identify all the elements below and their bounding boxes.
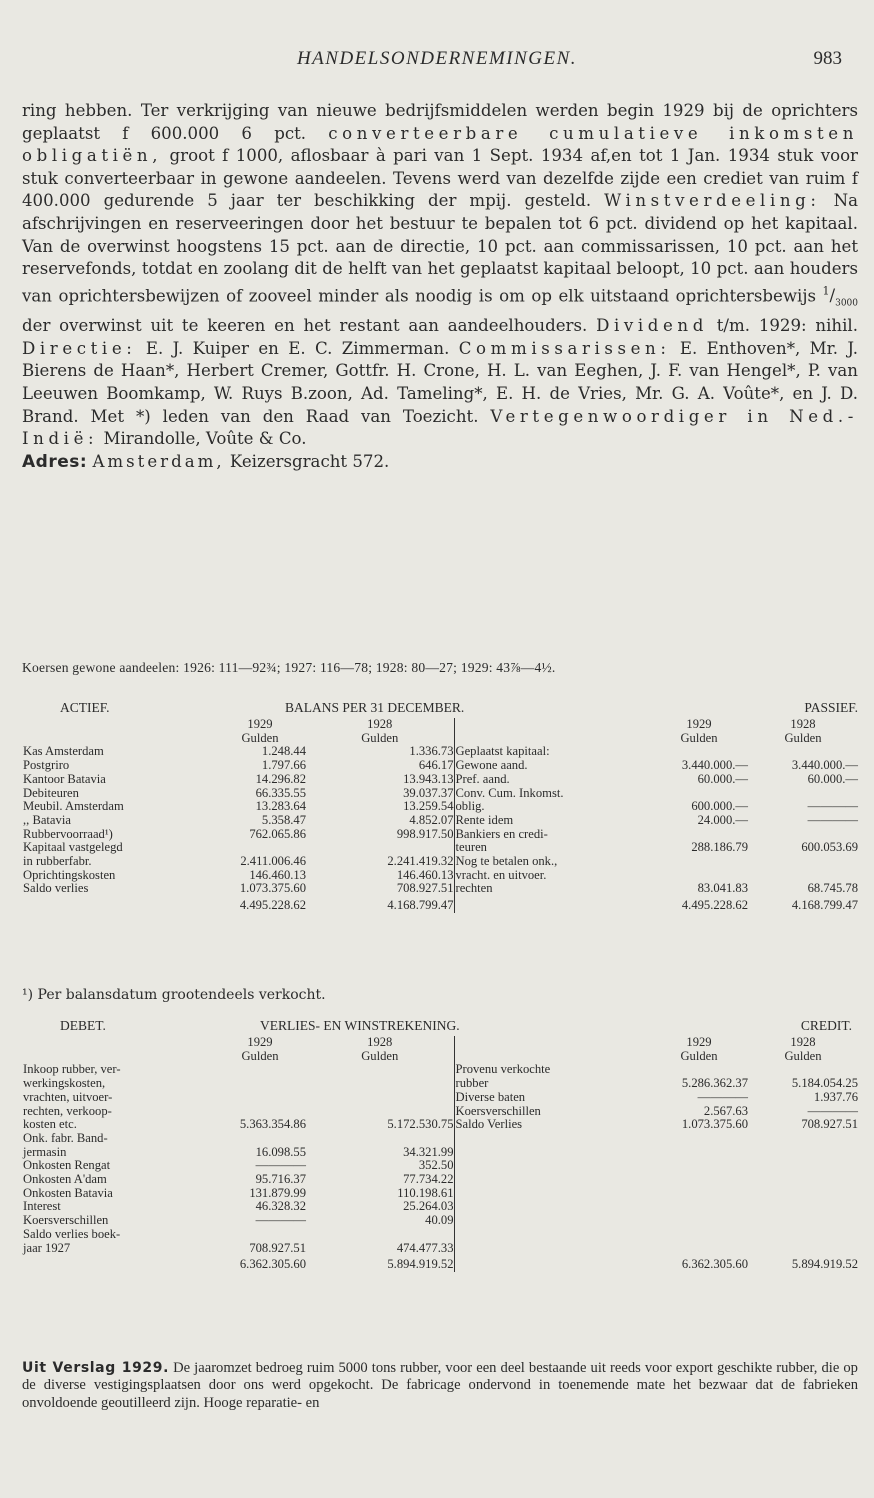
value-1929: 5.286.362.37 <box>681 1076 748 1091</box>
uit-verslag-text: De jaaromzet bedroeg ruim 5000 tons rubber, voor een deel bestaande uit reeds voor export geschikte rubber, die op de diverse vestigingsplaatsen door ons werd opgekocht. De fabricage ondervond in toenemende mate het bezwaar dat de fabrieken onvoldoende geoutilleerd zijn. Hooge reparatie- en <box>22 1360 858 1411</box>
header-blank <box>454 732 650 746</box>
total-1928: 5.894.919.52 <box>387 1257 454 1272</box>
header-row <box>22 732 858 746</box>
row-label: Onkosten Rengat <box>23 1158 111 1173</box>
table-row <box>22 773 858 787</box>
total-1929: 4.495.228.62 <box>239 898 306 913</box>
year-label: 1928 <box>790 717 816 731</box>
adres-label: Adres: <box>22 451 88 472</box>
value-1928 <box>306 1063 454 1077</box>
value-1929 <box>650 869 748 883</box>
value-1928: 600.053.69 <box>801 840 858 855</box>
row-label: Inkoop rubber, ver- <box>23 1062 121 1077</box>
table-row <box>22 1228 858 1242</box>
row-label: teuren <box>454 841 650 855</box>
passief-title: PASSIEF. <box>804 700 858 715</box>
empty-cell <box>454 1159 650 1173</box>
value-1928: 5.184.054.25 <box>791 1076 858 1091</box>
row-label: Geplaatst kapitaal: <box>454 745 650 759</box>
empty-cell <box>748 1173 858 1187</box>
value-1929: 600.000.— <box>691 799 748 814</box>
row-label: jermasin <box>23 1144 67 1159</box>
value-1929 <box>650 1063 748 1077</box>
empty-cell <box>748 1242 858 1256</box>
empty-cell <box>454 1187 650 1201</box>
empty-cell <box>748 1187 858 1201</box>
total-blank <box>454 896 650 913</box>
empty-cell <box>650 1242 748 1256</box>
table-row <box>22 869 858 883</box>
value-1929: 95.716.37 <box>255 1172 306 1187</box>
header-blank <box>22 1050 214 1064</box>
value-1929 <box>214 1063 306 1077</box>
address-line <box>22 451 858 474</box>
empty-cell <box>650 1214 748 1228</box>
unit-label: Gulden <box>241 730 279 745</box>
value-1929: 146.460.13 <box>249 867 306 882</box>
row-label: werkingskosten, <box>23 1076 106 1091</box>
total-1928: 5.894.919.52 <box>791 1257 858 1272</box>
year-label: 1928 <box>790 1035 816 1049</box>
value-1929: 1.073.375.60 <box>681 1117 748 1132</box>
winstverdeeling-text-2: der overwinst uit te keeren en het restant aan aandeelhouders. <box>22 316 588 336</box>
value-1928 <box>748 828 858 842</box>
value-1928: ———— <box>807 812 858 827</box>
total-1929: 6.362.305.60 <box>239 1257 306 1272</box>
row-label: vrachten, uitvoer- <box>23 1089 113 1104</box>
value-1928 <box>748 869 858 883</box>
value-1929: 3.440.000.— <box>681 758 748 773</box>
directie-text: E. J. Kuiper en E. C. Zimmerman. <box>145 338 450 358</box>
value-1929: 83.041.83 <box>697 881 748 896</box>
commissarissen-text: E. Enthoven*, Mr. J. Bierens de Haan*, Herbert Cremer, Gottfr. H. Crone, H. L. van Eeghen, J. F. van Hengel*, P. van Leeuwen Boomkamp, W. Ruys B.zoon, Ad. Tameling*, E. H. de Vries, Mr. G. A. Voûte*, en J. D. Brand. Met *) leden van den Raad van Toezicht. <box>22 338 859 426</box>
dividend-label: Dividend <box>596 316 708 336</box>
table-row <box>22 1063 858 1077</box>
value-1928 <box>748 787 858 801</box>
header-blank <box>454 1036 650 1050</box>
header-blank <box>22 718 214 732</box>
fraction-denominator: 3000 <box>835 298 859 309</box>
header-row <box>22 1050 858 1064</box>
row-label: Onkosten Batavia <box>23 1185 113 1200</box>
value-1928: 39.037.37 <box>403 785 454 800</box>
value-1929 <box>214 1105 306 1119</box>
table-row <box>22 745 858 759</box>
value-1928: 4.852.07 <box>409 812 454 827</box>
dividend-text: t/m. 1929: nihil. <box>716 316 859 336</box>
value-1929: 131.879.99 <box>249 1185 306 1200</box>
value-1928: 5.172.530.75 <box>387 1117 454 1132</box>
debet-title: DEBET. <box>60 1018 106 1033</box>
actief-title: ACTIEF. <box>60 700 110 715</box>
row-label: Bankiers en credi- <box>454 828 650 842</box>
value-1929: 2.411.006.46 <box>240 854 306 869</box>
value-1928 <box>748 855 858 869</box>
header-blank <box>454 1050 650 1064</box>
verlies-title: VERLIES- EN WINSTREKENING. <box>260 1018 460 1033</box>
profit-loss-table-body <box>22 1036 858 1272</box>
row-label: Pref. aand. <box>454 773 650 787</box>
value-1928 <box>748 1063 858 1077</box>
value-1929: 5.358.47 <box>261 812 306 827</box>
row-label: Saldo verlies <box>23 881 89 896</box>
value-1928: 708.927.51 <box>396 881 454 896</box>
table-row <box>22 1187 858 1201</box>
row-label: Provenu verkochte <box>454 1063 650 1077</box>
row-label: Rente idem <box>454 814 650 828</box>
value-1928 <box>306 841 454 855</box>
row-label: rechten, verkoop- <box>23 1103 112 1118</box>
row-label: jaar 1927 <box>23 1240 71 1255</box>
value-1928 <box>306 1228 454 1242</box>
row-label: Koersverschillen <box>23 1213 109 1228</box>
empty-cell <box>454 1214 650 1228</box>
description-paragraph <box>22 100 858 451</box>
empty-cell <box>650 1159 748 1173</box>
value-1928 <box>306 1132 454 1146</box>
header-row <box>22 718 858 732</box>
value-1928: 34.321.99 <box>403 1144 454 1159</box>
adres-street: Keizersgracht 572. <box>229 451 390 471</box>
credit-title: CREDIT. <box>800 1018 852 1033</box>
value-1928: 25.264.03 <box>403 1199 454 1214</box>
value-1929: 1.248.44 <box>261 744 306 759</box>
balance-table <box>22 718 858 913</box>
company-description <box>22 100 858 473</box>
empty-cell <box>454 1146 650 1160</box>
bond-type-spaced: converteerbare cumulatieve inkomsten obligatiën, <box>22 123 858 166</box>
empty-cell <box>454 1200 650 1214</box>
value-1929: 14.296.82 <box>255 771 306 786</box>
empty-cell <box>748 1159 858 1173</box>
empty-cell <box>650 1228 748 1242</box>
adres-city: Amsterdam, <box>92 451 225 471</box>
row-label: rechten <box>454 882 650 896</box>
profit-loss-header <box>22 1018 858 1034</box>
unit-label: Gulden <box>784 730 822 745</box>
vertegenwoordiger-text: Mirandolle, Voûte & Co. <box>103 429 307 449</box>
empty-cell <box>650 1200 748 1214</box>
table-row <box>22 828 858 842</box>
value-1929: 66.335.55 <box>255 785 306 800</box>
table-row <box>22 759 858 773</box>
row-label: Interest <box>23 1199 61 1214</box>
row-label: Kantoor Batavia <box>23 771 106 786</box>
unit-label: Gulden <box>680 1048 718 1063</box>
value-1928 <box>748 745 858 759</box>
table-row <box>22 1200 858 1214</box>
value-1929 <box>214 1091 306 1105</box>
year-label: 1928 <box>367 717 393 731</box>
row-label: vracht. en uitvoer. <box>454 869 650 883</box>
vertegenwoordiger-label: Vertegenwoordiger in Ned.-Indië: <box>22 406 858 449</box>
row-label: Gewone aand. <box>454 759 650 773</box>
empty-cell <box>650 1132 748 1146</box>
table-row <box>22 1146 858 1160</box>
value-1929 <box>214 1228 306 1242</box>
unit-label: Gulden <box>361 730 399 745</box>
value-1929 <box>650 855 748 869</box>
value-1928: 60.000.— <box>807 771 858 786</box>
balance-table-body <box>22 718 858 913</box>
value-1928: 3.440.000.— <box>791 758 858 773</box>
row-label: Debiteuren <box>23 785 79 800</box>
row-label: oblig. <box>454 800 650 814</box>
row-label: in rubberfabr. <box>23 854 92 869</box>
year-label: 1929 <box>247 717 273 731</box>
empty-cell <box>748 1200 858 1214</box>
value-1929 <box>650 828 748 842</box>
row-label: Oprichtingskosten <box>23 867 116 882</box>
table-row <box>22 800 858 814</box>
year-label: 1929 <box>686 717 712 731</box>
row-label: Nog te betalen onk., <box>454 855 650 869</box>
financing-text: ring hebben. Ter verkrijging van nieuwe bedrijfsmiddelen werden begin 1929 bij de oprichters geplaatst f 600.000 6 pct. <box>22 101 858 143</box>
value-1929: ———— <box>697 1089 748 1104</box>
row-label: Meubil. Amsterdam <box>23 799 124 814</box>
commissarissen-label: Commissarissen: <box>458 338 671 358</box>
value-1928 <box>306 1105 454 1119</box>
header-blank <box>22 732 214 746</box>
total-blank <box>22 1255 214 1272</box>
value-1928: 2.241.419.32 <box>387 854 454 869</box>
running-title: HANDELSONDERNEMINGEN. <box>296 48 578 69</box>
table-row <box>22 855 858 869</box>
value-1929: 24.000.— <box>697 812 748 827</box>
value-1929: ———— <box>255 1213 306 1228</box>
value-1929: ———— <box>255 1158 306 1173</box>
empty-cell <box>650 1173 748 1187</box>
header-row <box>22 1036 858 1050</box>
row-label: Rubbervoorraad¹) <box>23 826 113 841</box>
row-label: kosten etc. <box>23 1117 77 1132</box>
year-label: 1929 <box>686 1035 712 1049</box>
table-row <box>22 1242 858 1256</box>
value-1928 <box>306 1091 454 1105</box>
row-label: ,, Batavia <box>23 812 71 827</box>
total-row <box>22 1255 858 1272</box>
value-1928: 40.09 <box>425 1213 454 1228</box>
empty-cell <box>454 1228 650 1242</box>
value-1928: 13.259.54 <box>403 799 454 814</box>
fraction: $^1/_{3000}$ <box>822 284 859 309</box>
unit-label: Gulden <box>361 1048 399 1063</box>
value-1929: 60.000.— <box>697 771 748 786</box>
balans-title: BALANS PER 31 DECEMBER. <box>285 700 465 715</box>
unit-label: Gulden <box>784 1048 822 1063</box>
value-1928: 110.198.61 <box>397 1185 454 1200</box>
empty-cell <box>748 1214 858 1228</box>
value-1929: 762.065.86 <box>249 826 306 841</box>
table-row <box>22 1091 858 1105</box>
balance-footnote: ¹) Per balansdatum grootendeels verkocht. <box>22 987 326 1003</box>
value-1929 <box>214 1132 306 1146</box>
value-1928: 998.917.50 <box>396 826 454 841</box>
row-label: Postgriro <box>23 758 70 773</box>
total-1929: 6.362.305.60 <box>681 1257 748 1272</box>
fraction-numerator: 1 <box>822 284 830 298</box>
total-row <box>22 896 858 913</box>
empty-cell <box>748 1146 858 1160</box>
page-header <box>0 48 874 78</box>
share-prices: Koersen gewone aandeelen: 1926: 111—92¾; 1927: 116—78; 1928: 80—27; 1929: 43⅞—4½. <box>22 660 556 675</box>
value-1929: 708.927.51 <box>249 1240 306 1255</box>
header-blank <box>22 1036 214 1050</box>
empty-cell <box>454 1242 650 1256</box>
winstverdeeling-label: Winstverdeeling: <box>604 191 821 211</box>
table-row <box>22 882 858 896</box>
value-1928: 708.927.51 <box>801 1117 858 1132</box>
value-1928: ———— <box>807 1103 858 1118</box>
row-label: Koersverschillen <box>454 1105 650 1119</box>
row-label: Diverse baten <box>454 1091 650 1105</box>
total-blank <box>22 896 214 913</box>
value-1928: 474.477.33 <box>396 1240 454 1255</box>
value-1929: 288.186.79 <box>691 840 748 855</box>
value-1929: 5.363.354.86 <box>239 1117 306 1132</box>
empty-cell <box>454 1132 650 1146</box>
row-label: Saldo verlies boek- <box>23 1226 121 1241</box>
value-1928: 68.745.78 <box>807 881 858 896</box>
directie-label: Directie: <box>22 338 137 358</box>
empty-cell <box>650 1146 748 1160</box>
total-1929: 4.495.228.62 <box>681 898 748 913</box>
uit-verslag-label: Uit Verslag 1929. <box>22 1360 170 1376</box>
year-label: 1929 <box>247 1035 273 1049</box>
empty-cell <box>650 1187 748 1201</box>
value-1928: 1.937.76 <box>813 1089 858 1104</box>
profit-loss-table <box>22 1036 858 1272</box>
row-label: Saldo Verlies <box>454 1118 650 1132</box>
value-1929: 46.328.32 <box>255 1199 306 1214</box>
value-1928: ———— <box>807 799 858 814</box>
unit-label: Gulden <box>680 730 718 745</box>
value-1929: 1.797.66 <box>261 758 306 773</box>
value-1929 <box>214 1077 306 1091</box>
row-label: rubber <box>454 1077 650 1091</box>
table-row <box>22 1118 858 1132</box>
total-1928: 4.168.799.47 <box>387 898 454 913</box>
table-row <box>22 1159 858 1173</box>
annual-report-excerpt <box>22 1360 858 1412</box>
table-row <box>22 841 858 855</box>
value-1929 <box>214 841 306 855</box>
empty-cell <box>748 1132 858 1146</box>
annual-report-paragraph <box>22 1360 858 1412</box>
value-1929: 16.098.55 <box>255 1144 306 1159</box>
table-row <box>22 1105 858 1119</box>
table-row <box>22 1077 858 1091</box>
value-1928: 352.50 <box>418 1158 454 1173</box>
table-row <box>22 814 858 828</box>
value-1929: 1.073.375.60 <box>239 881 306 896</box>
row-label: Onkosten A'dam <box>23 1172 107 1187</box>
year-label: 1928 <box>367 1035 393 1049</box>
balance-sheet-header <box>22 700 858 716</box>
value-1929 <box>650 745 748 759</box>
financing-text-rest: groot f 1000, aflosbaar à pari van 1 Sept. 1934 af,en tot 1 Jan. 1934 stuk voor stuk converteerbaar in gewone aandeelen. Tevens werd van dezelfde zijde een crediet van ruim f 400.000 gedurende 5 jaar ter beschikking der mpij. gesteld. <box>22 146 858 211</box>
table-row <box>22 1214 858 1228</box>
value-1928: 13.943.13 <box>403 771 454 786</box>
empty-cell <box>454 1173 650 1187</box>
winstverdeeling-text: Na afschrijvingen en reserveeringen door het bestuur te bepalen tot 6 pct. dividend op het kapitaal. Van de overwinst hoogstens 15 pct. aan de directie, 10 pct. aan commissarissen, 10 pct. aan het reservefonds, totdat en zoolang dit de helft van het geplaatst kapitaal beloopt, 10 pct. aan houders van oprichtersbewijzen of zooveel minder als noodig is om op elk uitstaand oprichtersbewijs <box>22 191 858 306</box>
unit-label: Gulden <box>241 1048 279 1063</box>
table-row <box>22 787 858 801</box>
value-1929: 2.567.63 <box>703 1103 748 1118</box>
value-1928: 146.460.13 <box>396 867 454 882</box>
row-label: Kas Amsterdam <box>23 744 104 759</box>
row-label: Onk. fabr. Band- <box>23 1130 108 1145</box>
total-blank <box>454 1255 650 1272</box>
row-label: Kapitaal vastgelegd <box>23 840 123 855</box>
value-1928: 646.17 <box>418 758 454 773</box>
total-1928: 4.168.799.47 <box>791 898 858 913</box>
value-1928: 77.734.22 <box>403 1172 454 1187</box>
value-1929 <box>650 787 748 801</box>
empty-cell <box>748 1228 858 1242</box>
value-1928 <box>306 1077 454 1091</box>
page-number: 983 <box>813 48 842 69</box>
row-label: Conv. Cum. Inkomst. <box>454 787 650 801</box>
header-blank <box>454 718 650 732</box>
table-row <box>22 1132 858 1146</box>
table-row <box>22 1173 858 1187</box>
value-1928: 1.336.73 <box>409 744 454 759</box>
value-1929: 13.283.64 <box>255 799 306 814</box>
